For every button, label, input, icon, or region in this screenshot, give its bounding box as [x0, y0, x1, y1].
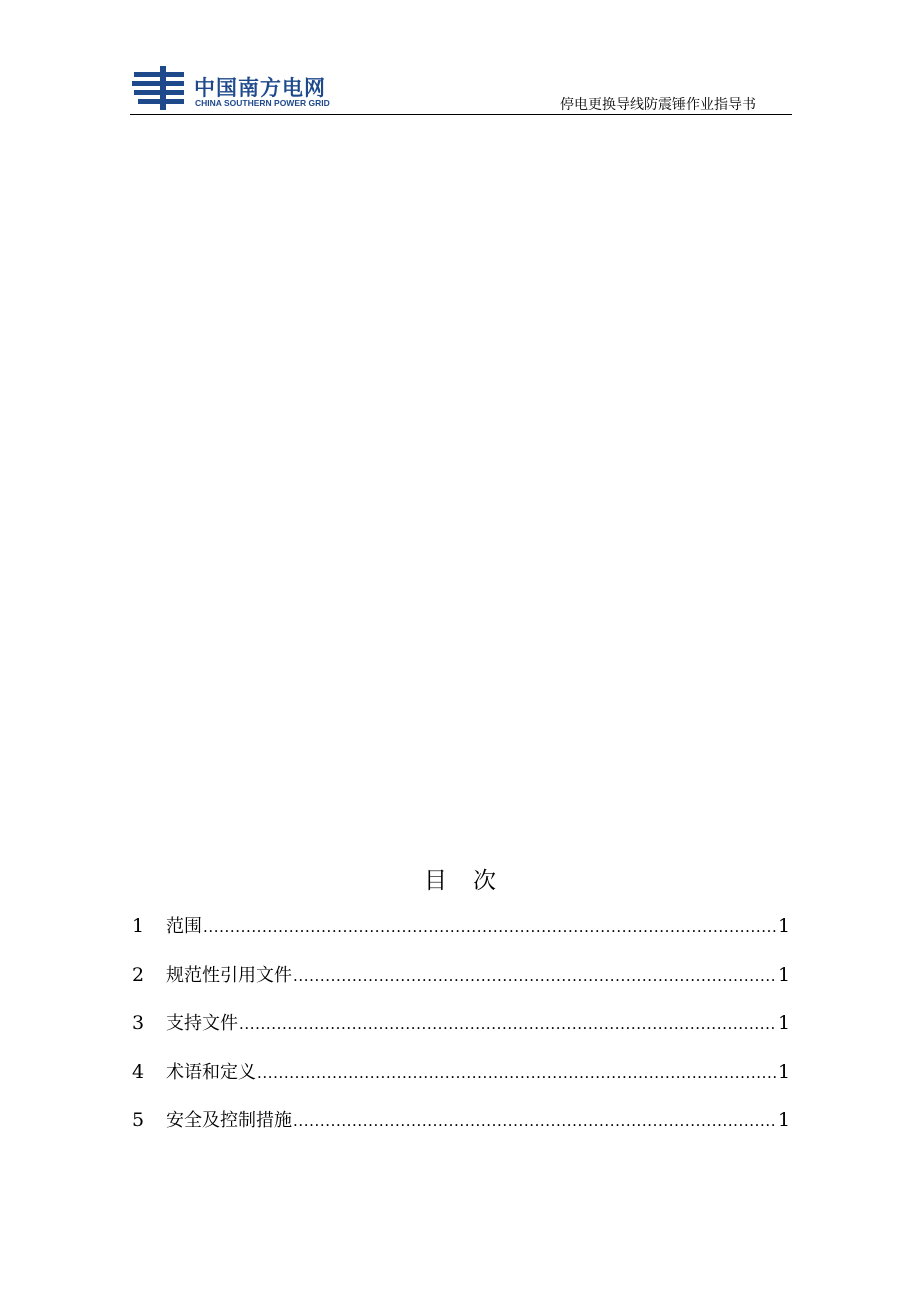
toc-item-page: 1	[778, 915, 791, 937]
toc-leader-dots	[239, 1015, 777, 1033]
toc-item-label: 支持文件	[166, 1013, 238, 1034]
toc-item-label: 范围	[166, 916, 202, 937]
logo-english-name: CHINA SOUTHERN POWER GRID	[195, 98, 330, 108]
toc-item-page: 1	[778, 1109, 791, 1131]
page-header	[130, 62, 792, 115]
toc-item-label: 安全及控制措施	[166, 1110, 292, 1131]
toc-item-page: 1	[778, 1060, 791, 1083]
toc-item[interactable]	[132, 1009, 791, 1058]
toc-item-label: 术语和定义	[166, 1061, 256, 1083]
logo-chinese-name: 中国南方电网	[194, 76, 326, 100]
toc-leader-dots	[293, 1112, 777, 1130]
toc-item-number: 2	[132, 963, 145, 986]
toc-heading	[0, 862, 920, 895]
toc-item-number: 4	[132, 1060, 145, 1083]
toc-item-label: 规范性引用文件	[166, 964, 292, 986]
toc-leader-dots	[203, 918, 777, 936]
toc-leader-dots	[257, 1064, 777, 1082]
toc-item[interactable]	[132, 912, 791, 961]
toc-heading-left: 目	[424, 868, 447, 894]
toc-leader-dots	[293, 967, 777, 985]
document-title: 停电更换导线防震锤作业指导书	[560, 97, 756, 113]
table-of-contents	[132, 912, 791, 1155]
toc-item-number: 5	[132, 1109, 145, 1131]
toc-item[interactable]	[132, 1106, 791, 1155]
toc-heading-right: 次	[473, 868, 496, 894]
toc-item-page: 1	[778, 1012, 791, 1034]
toc-item-number: 3	[132, 1012, 145, 1034]
toc-item-page: 1	[778, 963, 791, 986]
toc-item[interactable]	[132, 1058, 791, 1107]
csg-logo-icon	[132, 66, 184, 110]
toc-item-number: 1	[132, 915, 145, 937]
toc-item[interactable]	[132, 961, 791, 1010]
